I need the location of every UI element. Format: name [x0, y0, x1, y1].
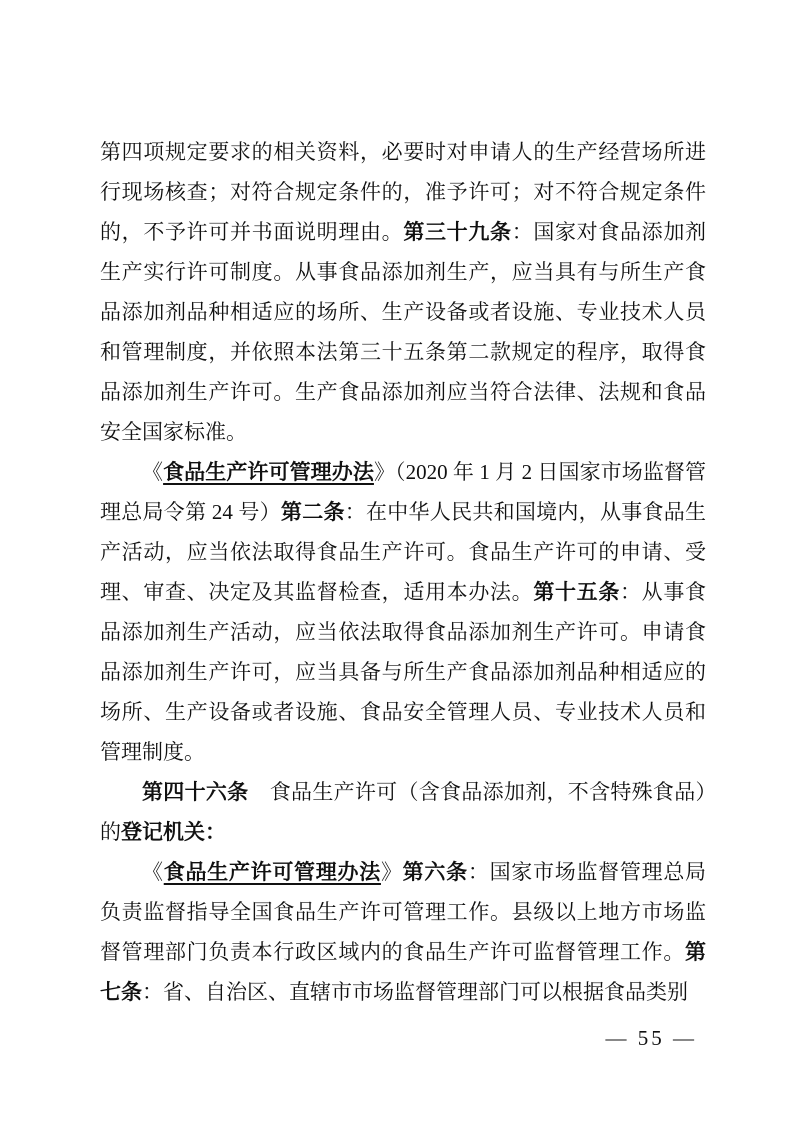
article-15-heading: 第十五条 [533, 580, 621, 604]
paragraph-measures-articles-6-7 [100, 852, 706, 1012]
registration-authority-label: 登记机关： [121, 820, 226, 844]
text-run: ：国家市场监督管理总局负责监督指导全国食品生产许可管理工作。县级以上地方市场监督管理部门负责本行政区域内的食品生产许可监督管理工作。 [100, 860, 707, 964]
text-run: 》 [380, 860, 403, 884]
text-run: 第四项规定要求的相关资料，必要时对申请人的生产经营场所进行现场核查；对符合规定条件的，准予许可；对不符合规定条件的，不予许可并书面说明理由。 [100, 140, 706, 244]
measures-title: 食品生产许可管理办法 [163, 860, 381, 884]
text-run: ：省、自治区、直辖市市场监督管理部门可以根据食品类别 [142, 980, 688, 1004]
paragraph-law-article-39 [100, 132, 706, 452]
text-run: 》（2020 年 1 月 2 日国家市场监督管理总局令第 24 号） [100, 460, 707, 524]
text-run: ：国家对食品添加剂生产实行许可制度。从事食品添加剂生产，应当具有与所生产食品添加剂品种相适应的场所、生产设备或者设施、专业技术人员和管理制度，并依照本法第三十五条第二款规定的程序，取得食品添加剂生产许可。生产食品添加剂应当符合法律、法规和食品安全国家标准。 [100, 220, 707, 444]
text-run: ：从事食品添加剂生产活动，应当依法取得食品添加剂生产许可。申请食品添加剂生产许可，应当具备与所生产食品添加剂品种相适应的场所、生产设备或者设施、食品安全管理人员、专业技术人员和管理制度。 [100, 580, 707, 764]
text-run: 《 [142, 860, 164, 884]
text-run: 《 [142, 460, 164, 484]
article-7-heading: 第七条 [100, 940, 706, 1004]
article-46-heading: 第四十六条 [142, 780, 249, 804]
page-number: — 55 — [605, 1026, 697, 1050]
text-run: 食品生产许可（含食品添加剂，不含特殊食品）的 [100, 780, 707, 844]
article-2-heading: 第二条 [280, 500, 345, 524]
paragraph-measures-articles-2-15 [100, 452, 706, 772]
text-run: ：在中华人民共和国境内，从事食品生产活动，应当依法取得食品生产许可。食品生产许可的申请、受理、审查、决定及其监督检查，适用本办法。 [100, 500, 707, 604]
measures-title: 食品生产许可管理办法 [163, 460, 374, 484]
article-6-heading: 第六条 [402, 860, 468, 884]
document-body [100, 132, 706, 1012]
article-39-heading: 第三十九条 [403, 220, 512, 244]
paragraph-article-46 [100, 772, 706, 852]
